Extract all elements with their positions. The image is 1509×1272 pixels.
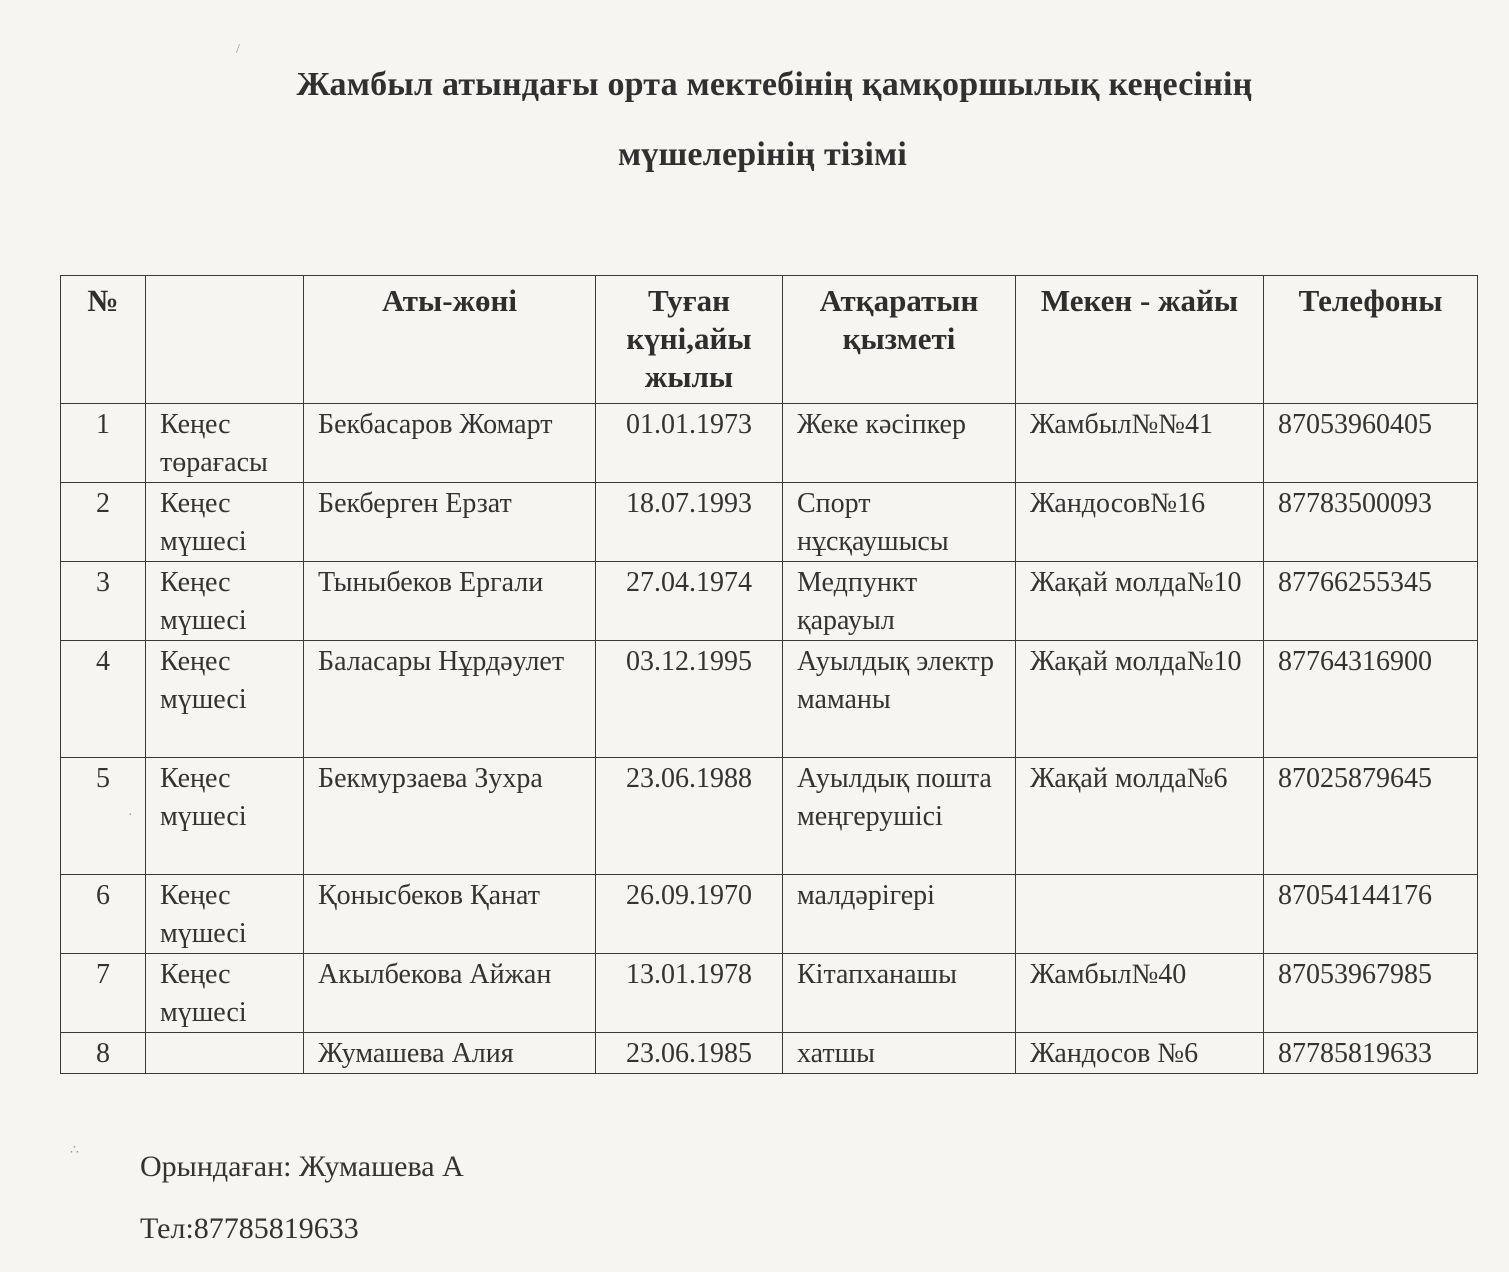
cell-phone: 87025879645 <box>1264 758 1478 875</box>
cell-dob: 26.09.1970 <box>596 875 783 954</box>
scan-speck: · <box>128 808 133 823</box>
cell-address: Жамбыл№40 <box>1016 954 1264 1033</box>
cell-name: Жумашева Алия <box>304 1033 596 1074</box>
footer-performed-by: Орындаған: Жумашева А <box>140 1150 464 1183</box>
cell-phone: 87053960405 <box>1264 404 1478 483</box>
cell-job: хатшы <box>783 1033 1016 1074</box>
cell-phone: 87783500093 <box>1264 483 1478 562</box>
footer-phone: Тел:87785819633 <box>140 1212 359 1245</box>
members-table <box>60 275 1478 1074</box>
document-title-line-2: мүшелерінің тізімі <box>617 136 908 173</box>
cell-name: Бекбасаров Жомарт <box>304 404 596 483</box>
table-row <box>61 1033 1478 1074</box>
cell-name: Қонысбеков Қанат <box>304 875 596 954</box>
cell-name: Баласары Нұрдәулет <box>304 641 596 758</box>
cell-role <box>146 1033 304 1074</box>
cell-job: Ауылдық электр маманы <box>783 641 1016 758</box>
cell-phone: 87764316900 <box>1264 641 1478 758</box>
cell-role: Кеңес мүшесі <box>146 562 304 641</box>
cell-dob: 01.01.1973 <box>596 404 783 483</box>
cell-name: Тыныбеков Ергали <box>304 562 596 641</box>
cell-dob: 18.07.1993 <box>596 483 783 562</box>
table-row <box>61 954 1478 1033</box>
table-row <box>61 641 1478 758</box>
cell-phone: 87785819633 <box>1264 1033 1478 1074</box>
cell-dob: 23.06.1988 <box>596 758 783 875</box>
cell-role: Кеңес мүшесі <box>146 641 304 758</box>
cell-name: Бекберген Ерзат <box>304 483 596 562</box>
cell-address <box>1016 875 1264 954</box>
header-address: Мекен - жайы <box>1016 276 1264 404</box>
scan-speck: ∴ <box>70 1143 79 1158</box>
cell-dob: 13.01.1978 <box>596 954 783 1033</box>
cell-num: 2 <box>61 483 146 562</box>
table-row <box>61 758 1478 875</box>
cell-name: Акылбекова Айжан <box>304 954 596 1033</box>
cell-role: Кеңес төрағасы <box>146 404 304 483</box>
header-role <box>146 276 304 404</box>
table-header-row <box>61 276 1478 404</box>
cell-role: Кеңес мүшесі <box>146 875 304 954</box>
cell-num: 3 <box>61 562 146 641</box>
cell-dob: 23.06.1985 <box>596 1033 783 1074</box>
cell-num: 4 <box>61 641 146 758</box>
cell-job: Ауылдық пошта меңгерушісі <box>783 758 1016 875</box>
cell-phone: 87054144176 <box>1264 875 1478 954</box>
cell-address: Жандосов №6 <box>1016 1033 1264 1074</box>
cell-job: Спорт нұсқаушысы <box>783 483 1016 562</box>
document-title-line-1: Жамбыл атындағы орта мектебінің қамқоршылық кеңесінің <box>296 66 1253 103</box>
cell-num: 1 <box>61 404 146 483</box>
header-job: Атқаратын қызметі <box>783 276 1016 404</box>
cell-job: Медпункт қарауыл <box>783 562 1016 641</box>
cell-job: Кітапханашы <box>783 954 1016 1033</box>
table-row <box>61 875 1478 954</box>
cell-job: Жеке кәсіпкер <box>783 404 1016 483</box>
cell-job: малдәрігері <box>783 875 1016 954</box>
header-dob: Туған күні,айы жылы <box>596 276 783 404</box>
cell-address: Жақай молда№10 <box>1016 641 1264 758</box>
cell-role: Кеңес мүшесі <box>146 954 304 1033</box>
cell-num: 7 <box>61 954 146 1033</box>
header-num: № <box>61 276 146 404</box>
header-phone: Телефоны <box>1264 276 1478 404</box>
header-name: Аты-жөні <box>304 276 596 404</box>
cell-address: Жақай молда№6 <box>1016 758 1264 875</box>
cell-num: 5 <box>61 758 146 875</box>
cell-address: Жандосов№16 <box>1016 483 1264 562</box>
cell-dob: 03.12.1995 <box>596 641 783 758</box>
cell-name: Бекмурзаева Зухра <box>304 758 596 875</box>
cell-dob: 27.04.1974 <box>596 562 783 641</box>
cell-role: Кеңес мүшесі <box>146 758 304 875</box>
table-row <box>61 562 1478 641</box>
cell-address: Жақай молда№10 <box>1016 562 1264 641</box>
scan-speck: / <box>236 42 240 57</box>
cell-num: 8 <box>61 1033 146 1074</box>
cell-phone: 87053967985 <box>1264 954 1478 1033</box>
table-row <box>61 483 1478 562</box>
cell-role: Кеңес мүшесі <box>146 483 304 562</box>
cell-num: 6 <box>61 875 146 954</box>
table-row <box>61 404 1478 483</box>
cell-address: Жамбыл№№41 <box>1016 404 1264 483</box>
cell-phone: 87766255345 <box>1264 562 1478 641</box>
